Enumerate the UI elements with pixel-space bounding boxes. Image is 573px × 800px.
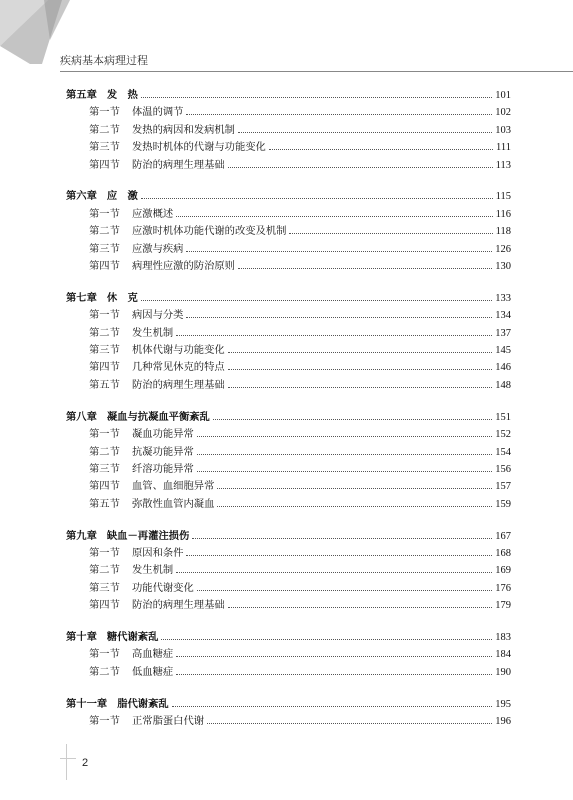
section-number: 第二节 [89, 225, 120, 238]
section-title: 血管、血细胞异常 [132, 480, 215, 493]
chapter-number: 第八章 [66, 410, 97, 423]
page-ref: 137 [495, 327, 511, 339]
toc-chapter-entry [66, 86, 511, 103]
page-ref: 159 [495, 498, 511, 510]
page-ref: 154 [495, 446, 511, 458]
table-of-contents [66, 86, 511, 730]
section-title: 应激与疾病 [132, 242, 184, 255]
page-ref: 113 [495, 159, 511, 171]
section-number: 第四节 [89, 361, 120, 374]
dot-leader [192, 537, 492, 539]
toc-section-entry [66, 460, 511, 477]
chapter-title: 糖代谢紊乱 [106, 631, 159, 644]
page-ref: 167 [495, 530, 511, 542]
chapter-title: 发 热 [106, 89, 138, 101]
dot-leader [141, 197, 493, 199]
section-number: 第二节 [89, 665, 120, 678]
section-number: 第二节 [89, 123, 120, 136]
dot-leader [213, 418, 492, 420]
page-ref: 179 [495, 600, 511, 612]
toc-chapter-entry [66, 289, 511, 306]
toc-section-entry [66, 205, 511, 222]
page-ref: 130 [495, 261, 511, 273]
section-title: 发热时机体的代谢与功能变化 [132, 141, 266, 154]
section-title: 病理性应激的防治原则 [132, 260, 235, 273]
section-title: 正常脂蛋白代谢 [132, 715, 205, 728]
section-number: 第三节 [89, 581, 120, 594]
toc-chapter-entry [66, 527, 511, 544]
section-title: 应激时机体功能代谢的改变及机制 [132, 225, 287, 238]
section-number: 第一节 [89, 309, 120, 322]
toc-section-entry [66, 495, 511, 512]
dot-leader [141, 96, 492, 98]
section-title: 发生机制 [132, 564, 174, 577]
page-ref: 184 [495, 649, 511, 661]
chapter-number: 第九章 [66, 529, 97, 542]
section-title: 功能代谢变化 [132, 581, 194, 594]
toc-section-entry [66, 341, 511, 358]
toc-section-entry [66, 712, 511, 729]
dot-leader [176, 673, 492, 675]
section-title: 机体代谢与功能变化 [132, 344, 225, 357]
toc-section-entry [66, 645, 511, 662]
toc-section-entry [66, 443, 511, 460]
toc-gap [66, 512, 511, 527]
section-number: 第一节 [89, 715, 120, 728]
toc-section-entry [66, 477, 511, 494]
chapter-title: 凝血与抗凝血平衡紊乱 [106, 410, 210, 423]
toc-section-entry [66, 156, 511, 173]
section-number: 第五节 [89, 378, 120, 391]
chapter-number: 第六章 [66, 190, 97, 203]
toc-chapter-entry [66, 187, 511, 204]
toc-section-entry [66, 324, 511, 341]
page-ref: 111 [496, 142, 511, 154]
toc-section-entry [66, 138, 511, 155]
section-number: 第三节 [89, 344, 120, 357]
section-title: 低血糖症 [132, 665, 174, 678]
chapter-title: 应 激 [106, 190, 138, 203]
section-title: 体温的调节 [132, 106, 184, 119]
section-number: 第一节 [89, 207, 120, 220]
section-number: 第三节 [89, 141, 120, 154]
page-ref: 183 [495, 632, 511, 644]
dot-leader [217, 487, 492, 489]
section-title: 发生机制 [132, 326, 174, 339]
page-ref: 195 [495, 698, 511, 710]
section-title: 防治的病理生理基础 [132, 599, 225, 612]
section-title: 防治的病理生理基础 [132, 378, 225, 391]
page-ref: 190 [495, 666, 511, 678]
page-ref: 156 [495, 463, 511, 475]
toc-section-entry [66, 358, 511, 375]
toc-section-entry [66, 544, 511, 561]
running-title: 疾病基本病理过程 [60, 54, 148, 67]
dot-leader [269, 148, 493, 150]
dot-leader [197, 470, 492, 472]
toc-section-entry [66, 663, 511, 680]
section-title: 应激概述 [132, 207, 174, 220]
dot-leader [228, 386, 493, 388]
section-title: 凝血功能异常 [132, 428, 194, 441]
dot-leader [238, 267, 492, 269]
toc-section-entry [66, 240, 511, 257]
dot-leader [289, 232, 492, 234]
page-ref: 118 [495, 226, 511, 238]
page-ref: 157 [495, 481, 511, 493]
chapter-number: 第五章 [66, 89, 97, 101]
toc-gap [66, 274, 511, 289]
dot-leader [228, 368, 493, 370]
section-number: 第五节 [89, 497, 120, 510]
page-ref: 146 [495, 362, 511, 374]
toc-section-entry [66, 306, 511, 323]
chapter-number: 第七章 [66, 291, 97, 304]
section-title: 防治的病理生理基础 [132, 158, 225, 171]
section-number: 第二节 [89, 445, 120, 458]
footer-crop-mark-horizontal [60, 758, 76, 759]
toc-section-entry [66, 561, 511, 578]
toc-chapter-entry [66, 628, 511, 645]
dot-leader [228, 606, 493, 608]
toc-section-entry [66, 579, 511, 596]
toc-gap [66, 680, 511, 695]
section-number: 第一节 [89, 546, 120, 559]
page-ref: 148 [495, 379, 511, 391]
toc-section-entry [66, 121, 511, 138]
section-number: 第一节 [89, 106, 120, 119]
chapter-number: 第十章 [66, 631, 97, 644]
dot-leader [176, 215, 492, 217]
page-ref: 115 [495, 191, 511, 203]
toc-section-entry [66, 103, 511, 120]
footer-crop-mark-vertical [66, 744, 67, 780]
section-title: 弥散性血管内凝血 [132, 497, 215, 510]
section-number: 第二节 [89, 564, 120, 577]
page-number: 2 [82, 757, 89, 769]
section-number: 第四节 [89, 480, 120, 493]
page-ref: 169 [495, 565, 511, 577]
chapter-title: 脂代谢紊乱 [117, 697, 169, 710]
dot-leader [176, 334, 492, 336]
section-number: 第一节 [89, 428, 120, 441]
toc-section-entry [66, 376, 511, 393]
section-title: 几种常见休克的特点 [132, 361, 225, 374]
dot-leader [228, 351, 493, 353]
dot-leader [141, 299, 492, 301]
dot-leader [186, 113, 492, 115]
dot-leader [217, 505, 492, 507]
toc-section-entry [66, 222, 511, 239]
section-title: 病因与分类 [132, 309, 184, 322]
chapter-number: 第十一章 [66, 697, 108, 710]
header-rule [60, 71, 573, 72]
chapter-title: 休 克 [106, 291, 138, 304]
page-ref: 101 [495, 90, 511, 101]
section-number: 第四节 [89, 158, 120, 171]
dot-leader [176, 571, 492, 573]
dot-leader [186, 316, 492, 318]
page-ref: 103 [495, 124, 511, 136]
section-number: 第二节 [89, 326, 120, 339]
section-number: 第一节 [89, 648, 120, 661]
section-title: 原因和条件 [132, 546, 184, 559]
toc-gap [66, 614, 511, 629]
dot-leader [238, 131, 492, 133]
page-ref: 176 [495, 582, 511, 594]
toc-gap [66, 393, 511, 408]
page-ref: 196 [495, 716, 511, 728]
toc-section-entry [66, 425, 511, 442]
page-ref: 152 [495, 429, 511, 441]
section-title: 纤溶功能异常 [132, 462, 194, 475]
dot-leader [197, 589, 492, 591]
page-ref: 134 [495, 310, 511, 322]
toc-section-entry [66, 596, 511, 613]
toc-gap [66, 173, 511, 188]
dot-leader [186, 250, 492, 252]
section-number: 第四节 [89, 599, 120, 612]
page-ref: 116 [495, 208, 511, 220]
dot-leader [161, 638, 492, 640]
dot-leader [207, 722, 492, 724]
section-number: 第三节 [89, 242, 120, 255]
page-ref: 102 [495, 107, 511, 119]
dot-leader [176, 655, 492, 657]
chapter-title: 缺血－再灌注损伤 [106, 529, 190, 542]
toc-section-entry [66, 257, 511, 274]
dot-leader [197, 435, 492, 437]
page-ref: 126 [495, 243, 511, 255]
section-number: 第三节 [89, 462, 120, 475]
page-ref: 168 [495, 547, 511, 559]
dot-leader [228, 166, 493, 168]
page-ref: 151 [495, 411, 511, 423]
toc-chapter-entry [66, 408, 511, 425]
section-title: 高血糖症 [132, 648, 174, 661]
page-ref: 145 [495, 345, 511, 357]
dot-leader [186, 554, 492, 556]
section-number: 第四节 [89, 260, 120, 273]
toc-chapter-entry [66, 695, 511, 712]
dot-leader [197, 453, 492, 455]
dot-leader [172, 705, 493, 707]
section-title: 发热的病因和发病机制 [132, 123, 235, 136]
page-ref: 133 [495, 292, 511, 304]
section-title: 抗凝功能异常 [132, 445, 194, 458]
